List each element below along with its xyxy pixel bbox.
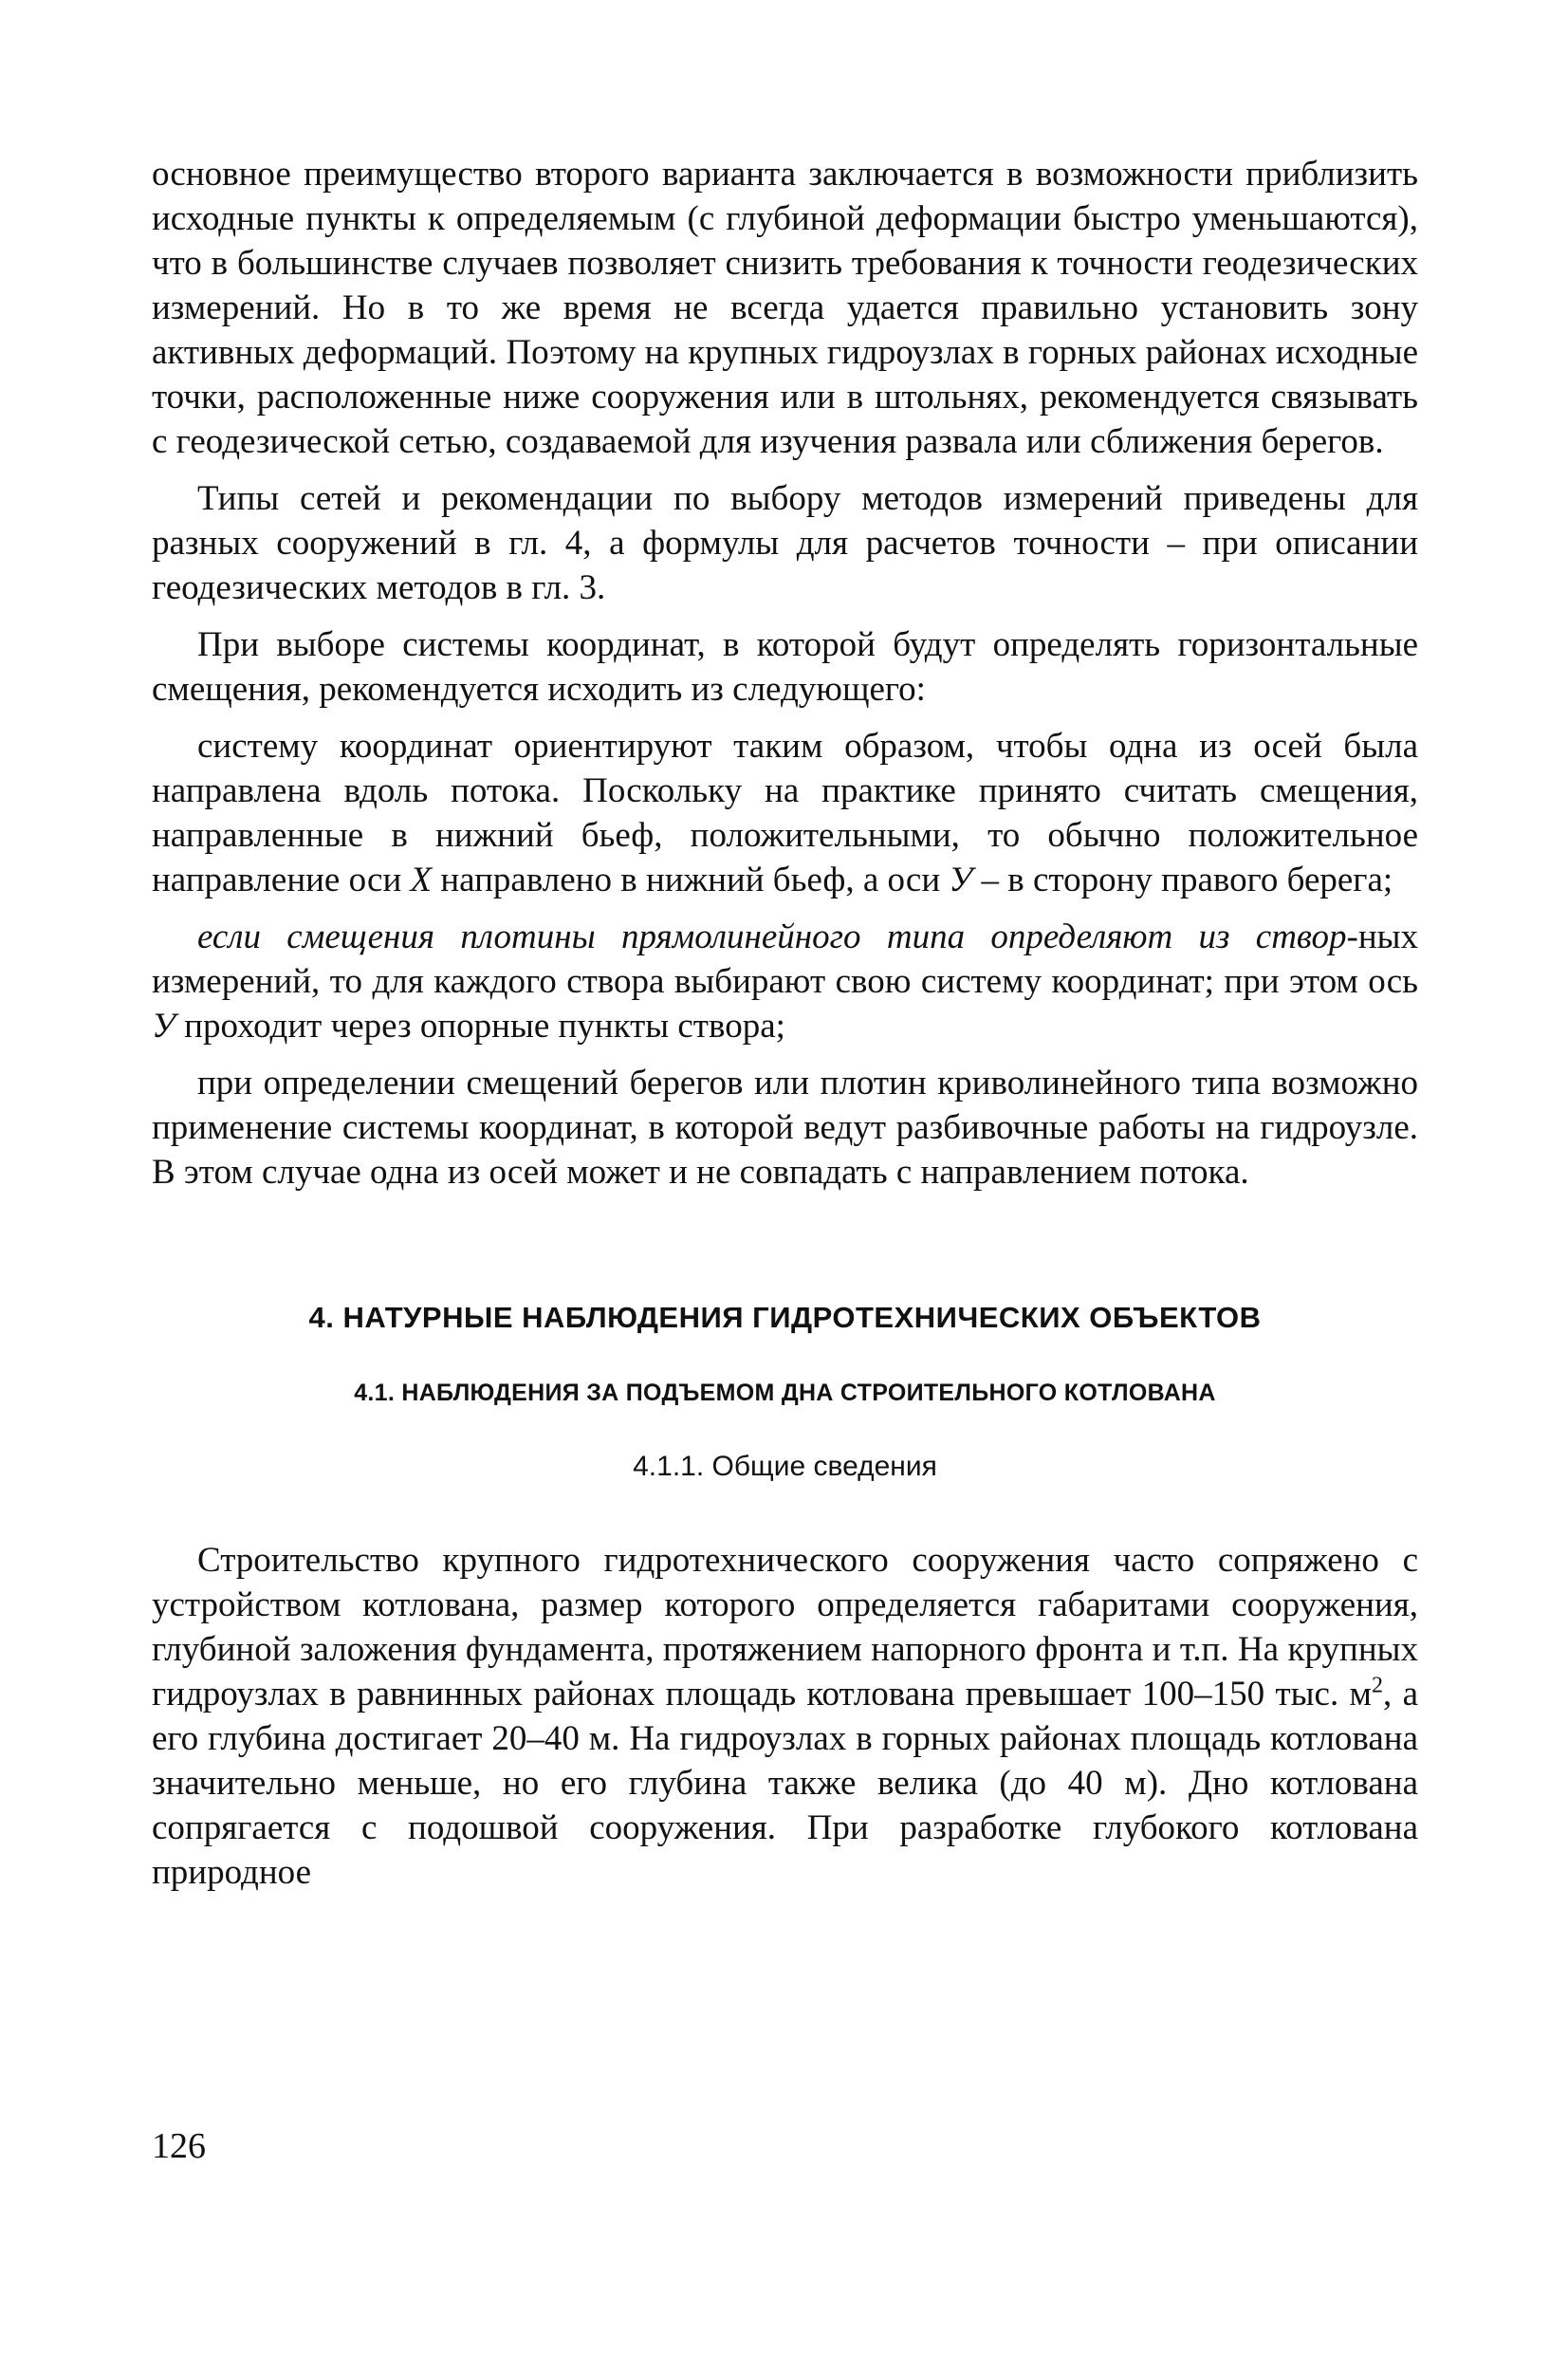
document-page xyxy=(152,152,1418,2239)
section-heading: 4.1. НАБЛЮДЕНИЯ ЗА ПОДЪЕМОМ ДНА СТРОИТЕЛЬНОГО КОТЛОВАНА xyxy=(354,1380,1216,1406)
paragraph: основное преимущество второго варианта заключается в возможности приблизить исходные пункты к определяемым (с глубиной деформации быстро уменьшаются), что в большинстве случаев позволяет снизить требования к точности геодезических измерений. Но в то же время не всегда удается правильно установить зону активных деформаций. Поэтому на крупных гидроузлах в горных районах исходные точки, расположенные ниже сооружения или в штольнях, рекомендуется связывать с геодезической сетью, создаваемой для изучения развала или сближения берегов. xyxy=(152,155,1418,461)
italic-text: если смещения плотины прямолинейного типа определяют из створ xyxy=(197,917,1347,956)
text-span: , а его глубина достигает 20–40 м. На гидроузлах в горных районах площадь котлована значительно меньше, но его глубина также велика (до 40 м). Дно котлована сопрягается с подошвой сооружения. При разработке глубокого котлована природное xyxy=(152,1675,1418,1892)
paragraph xyxy=(152,1538,1418,1895)
chapter-heading: 4. НАТУРНЫЕ НАБЛЮДЕНИЯ ГИДРОТЕХНИЧЕСКИХ ОБЪЕКТОВ xyxy=(308,1301,1262,1334)
superscript: 2 xyxy=(1371,1673,1383,1698)
text-span: направлено в нижний бьеф, а оси xyxy=(432,861,950,899)
page-number: 126 xyxy=(152,2126,206,2166)
paragraph: При выборе системы координат, в которой будут определять горизонтальные смещения, рекомендуется исходить из следующего: xyxy=(152,625,1418,709)
text-span: – в сторону правого берега; xyxy=(972,861,1393,899)
paragraph-straight-dam xyxy=(152,915,1418,1048)
text-span: Строительство крупного гидротехнического сооружения часто сопряжено с устройством котлована, размер которого определяется габаритами сооружения, глубиной заложения фундамента, протяжением напорного фронта и т.п. На крупных гидроузлах в равнинных районах площадь котлована превышает 100–150 тыс. м xyxy=(152,1541,1418,1714)
body-text-top xyxy=(152,152,1418,1195)
paragraph-curved-dam: при определении смещений берегов или плотин криволинейного типа возможно применение системы координат, в которой ведут разбивочные работы на гидроузле. В этом случае одна из осей может и не совпадать с направлением потока. xyxy=(152,1064,1418,1192)
paragraph: Типы сетей и рекомендации по выбору методов измерений приведены для разных сооружений в гл. 4, а формулы для расчетов точности – при описании геодезических методов в гл. 3. xyxy=(152,479,1418,607)
text-span: систему координат ориентируют таким образом, чтобы одна из осей была направлена вдоль потока. Поскольку на практике принято считать смещения, направленные в нижний бьеф, положительными, то обычно положительное направление оси xyxy=(152,727,1418,899)
paragraph-axis-orientation xyxy=(152,724,1418,902)
headings xyxy=(152,1301,1418,1483)
variable-y: У xyxy=(949,861,973,899)
subsection-heading: 4.1.1. Общие сведения xyxy=(633,1451,937,1482)
hyphen: - xyxy=(1346,917,1358,956)
body-text-bottom xyxy=(152,1538,1418,1895)
variable-x: X xyxy=(410,861,433,899)
variable-y: У xyxy=(152,1007,175,1046)
text-span: ных измерений, то для каждого створа выбирают свою систему координат; при этом ось xyxy=(152,917,1418,1001)
text-span: проходит через опорные пункты створа; xyxy=(175,1007,785,1046)
